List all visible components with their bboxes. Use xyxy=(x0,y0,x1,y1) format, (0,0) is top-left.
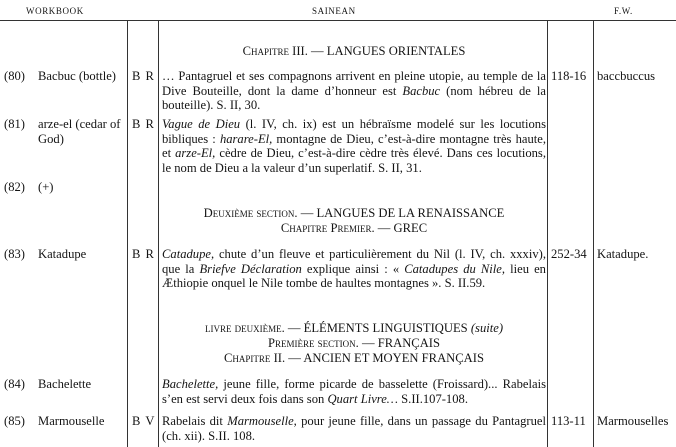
entry-code: B R xyxy=(132,117,155,131)
section-heading: livre deuxième. — ÉLÉMENTS LINGUISTIQUES (suite) xyxy=(204,321,504,335)
entry-text: Catadupe, chute d’un fleuve et particulièrement du Nil (l. IV, ch. xxxiv), que la Briefve Déclaration explique ainsi : « Catadupes du Nile, lieu en Æthiopie onquel le Nile tombe de haultes montagnes ». S. II.59. xyxy=(162,247,546,290)
column-divider xyxy=(593,21,594,447)
column-divider xyxy=(547,21,548,447)
entry-number: (81) xyxy=(4,117,25,131)
header-fw: F.W. xyxy=(614,6,633,16)
entry-number: (84) xyxy=(4,377,25,391)
entry-fw: Katadupe. xyxy=(597,247,649,261)
entry-word: (+) xyxy=(38,180,54,194)
entry-number: (85) xyxy=(4,414,25,428)
entry-pages: 113-11 xyxy=(551,414,586,428)
entry-pages: 252-34 xyxy=(551,247,587,261)
entry-number: (83) xyxy=(4,247,25,261)
header-rule xyxy=(0,20,676,21)
entry-word: Bachelette xyxy=(38,377,92,391)
entry-word: Katadupe xyxy=(38,247,87,261)
entry-number: (82) xyxy=(4,180,25,194)
entry-text: Rabelais dit Marmouselle, pour jeune fille, dans un passage du Pantagruel (ch. xii). S.II. 108. xyxy=(162,414,547,443)
entry-number: (80) xyxy=(4,69,25,83)
section-heading: Chapitre III. — LANGUES ORIENTALES xyxy=(242,44,466,58)
entry-text: … Pantagruel et ses compagnons arrivent en pleine utopie, au temple de la Dive Bouteille, dont la dame d’honneur est Bacbuc (nom hébreu de la bouteille). S. II, 30. xyxy=(162,69,547,112)
section-heading: Deuxième section. — LANGUES DE LA RENAISSANCE xyxy=(203,206,505,220)
entry-fw: baccbuccus xyxy=(597,69,656,83)
header-sainean: SAINEAN xyxy=(312,6,356,16)
entry-word: Marmouselle xyxy=(38,414,105,428)
entry-pages: 118-16 xyxy=(551,69,587,83)
entry-fw: Marmouselles xyxy=(597,414,669,428)
entry-text: Vague de Dieu (l. IV, ch. ix) est un hébraïsme modelé sur les locutions bibliques : harare-El, montagne de Dieu, c’est-à-dire montagne très haute, et arze-El, cèdre de Dieu, c’est-à-dire cèdre très élevé. Dans ces locutions, le nom de Dieu a la valeur d’un superlatif. S. II, 31. xyxy=(162,117,546,175)
entry-word: Bacbuc (bottle) xyxy=(38,69,116,83)
entry-text: Bachelette, jeune fille, forme picarde de basselette (Froissard)... Rabelais s’en est servi deux fois dans son Quart Livre… S.II.107-108. xyxy=(162,377,546,406)
header-workbook: WORKBOOK xyxy=(26,6,84,16)
section-heading: Chapitre Premier. — GREC xyxy=(280,221,428,235)
section-heading: Chapitre II. — ANCIEN ET MOYEN FRANÇAIS xyxy=(224,351,484,365)
section-heading: Première section. — FRANÇAIS xyxy=(268,336,440,350)
entry-code: B V xyxy=(132,414,156,428)
entry-word: arze-el (cedar of God) xyxy=(38,117,121,146)
entry-code: B R xyxy=(132,247,155,261)
entry-code: B R xyxy=(132,69,155,83)
column-divider xyxy=(158,21,159,447)
